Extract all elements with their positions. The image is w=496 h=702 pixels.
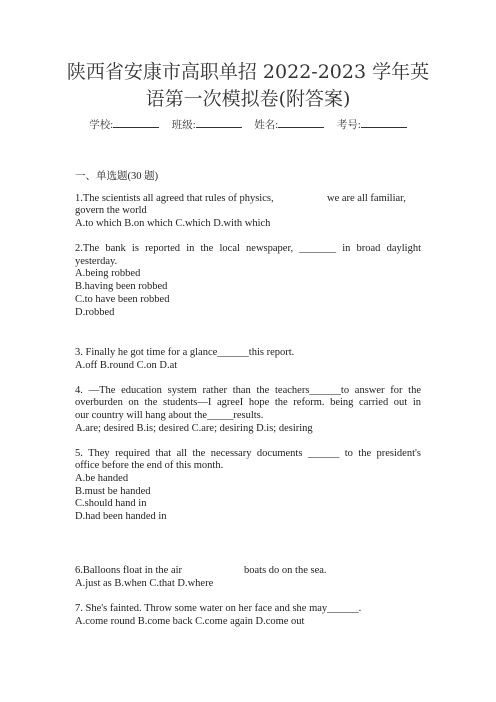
question-2-option-c: C.to have been robbed (75, 294, 170, 305)
name-blank (278, 117, 324, 128)
question-5-option-a: A.be handed (75, 473, 129, 484)
question-2-option-d: D.robbed (75, 307, 115, 318)
question-5-stem-a: 5. They required that all the necessary documents ______ to the president's (75, 448, 421, 459)
question-6-stem-a: 6.Balloons float in the air (75, 565, 183, 576)
question-7-stem: 7. She's fainted. Throw some water on her face and she may______. (75, 603, 362, 614)
school-label: 学校: (89, 120, 114, 131)
document-title-line-1: 陕西省安康市高职单招 2022-2023 学年英 (66, 61, 430, 83)
section-heading: 一、单选题(30 题) (75, 171, 159, 182)
question-4-stem-c: our country will hang about the_____results. (75, 410, 264, 421)
question-2-option-a: A.being robbed (75, 268, 141, 279)
exam-number-field (337, 120, 407, 131)
question-5-option-b: B.must be handed (75, 486, 151, 497)
school-field (89, 120, 159, 131)
question-6-options: A.just as B.when C.that D.where (75, 578, 214, 589)
document-title-line-2: 语第一次模拟卷(附答案) (145, 88, 351, 110)
question-5-option-d: D.had been handed in (75, 511, 167, 522)
question-3-options: A.off B.round C.on D.at (75, 360, 178, 371)
class-blank (196, 117, 242, 128)
question-2-stem-a: 2.The bank is reported in the local newspaper, _______ in broad daylight (75, 243, 421, 254)
name-label: 姓名: (254, 120, 279, 131)
question-4-stem-a: 4. —The education system rather than the teachers______to answer for the (75, 385, 421, 396)
question-2-option-b: B.having been robbed (75, 281, 168, 292)
exam-number-label: 考号: (336, 120, 361, 131)
question-1-stem-b: we are all familiar, (327, 193, 406, 204)
question-5-option-c: C.should hand in (75, 498, 147, 509)
question-3-stem: 3. Finally he got time for a glance______this report. (75, 347, 295, 358)
class-label: 班级: (171, 120, 196, 131)
question-2-stem-b: yesterday. (75, 256, 118, 267)
student-info-row (0, 117, 496, 132)
question-4-stem-b: overburden on the students—I agreeI hope the reform. being carried out in (75, 397, 421, 408)
question-7-options: A.come round B.come back C.come again D.come out (75, 616, 305, 627)
question-1-stem-a: 1.The scientists all agreed that rules of physics, (75, 193, 274, 204)
name-field (254, 120, 324, 131)
question-5-stem-b: office before the end of this month. (75, 460, 224, 471)
school-blank (113, 117, 159, 128)
question-6-stem-b: boats do on the sea. (244, 565, 327, 576)
question-1-stem-c: govern the world (75, 205, 147, 216)
question-1-options: A.to which B.on which C.which D.with which (75, 218, 271, 229)
question-4-options: A.are; desired B.is; desired C.are; desiring D.is; desiring (75, 423, 313, 434)
exam-number-blank (361, 117, 407, 128)
class-field (172, 120, 242, 131)
